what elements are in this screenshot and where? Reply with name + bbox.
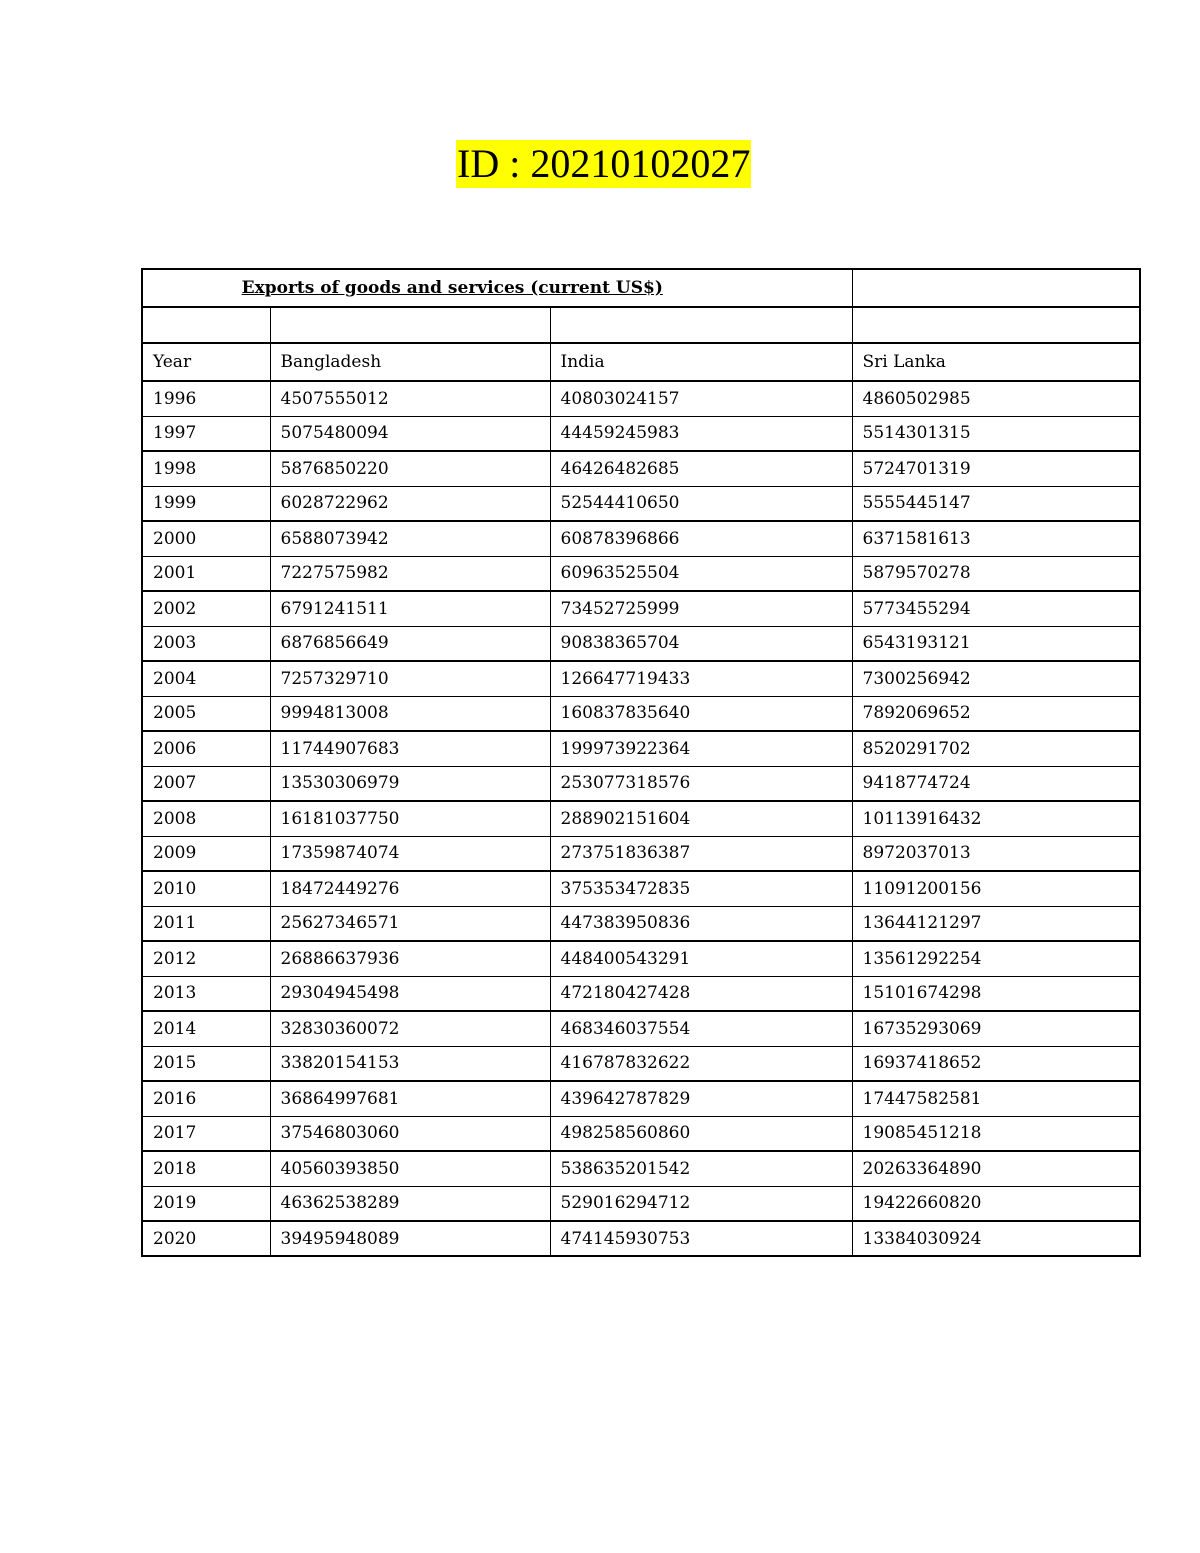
year-cell: 2003: [142, 626, 270, 661]
bangladesh-cell: 7227575982: [270, 556, 550, 591]
table-title-row: [142, 269, 1140, 307]
india-cell: 199973922364: [550, 731, 852, 766]
india-cell: 375353472835: [550, 871, 852, 906]
india-cell: 288902151604: [550, 801, 852, 836]
sri-lanka-cell: 4860502985: [852, 381, 1140, 416]
india-cell: 73452725999: [550, 591, 852, 626]
bangladesh-cell: 7257329710: [270, 661, 550, 696]
india-cell: 90838365704: [550, 626, 852, 661]
bangladesh-cell: 4507555012: [270, 381, 550, 416]
column-header-bangladesh: Bangladesh: [270, 343, 550, 381]
sri-lanka-cell: 13561292254: [852, 941, 1140, 976]
table-row: [142, 1046, 1140, 1081]
bangladesh-cell: 29304945498: [270, 976, 550, 1011]
year-cell: 1997: [142, 416, 270, 451]
table-row: [142, 1151, 1140, 1186]
sri-lanka-cell: 7892069652: [852, 696, 1140, 731]
bangladesh-cell: 40560393850: [270, 1151, 550, 1186]
bangladesh-cell: 17359874074: [270, 836, 550, 871]
bangladesh-cell: 6028722962: [270, 486, 550, 521]
year-cell: 2013: [142, 976, 270, 1011]
year-cell: 2014: [142, 1011, 270, 1046]
year-cell: 2006: [142, 731, 270, 766]
sri-lanka-cell: 15101674298: [852, 976, 1140, 1011]
india-cell: 472180427428: [550, 976, 852, 1011]
sri-lanka-cell: 13644121297: [852, 906, 1140, 941]
table-row: [142, 381, 1140, 416]
table-row: [142, 976, 1140, 1011]
year-cell: 1999: [142, 486, 270, 521]
year-cell: 2020: [142, 1221, 270, 1256]
table-row: [142, 556, 1140, 591]
empty-cell: [550, 307, 852, 343]
sri-lanka-cell: 5514301315: [852, 416, 1140, 451]
sri-lanka-cell: 16735293069: [852, 1011, 1140, 1046]
bangladesh-cell: 16181037750: [270, 801, 550, 836]
india-cell: 529016294712: [550, 1186, 852, 1221]
sri-lanka-cell: 6543193121: [852, 626, 1140, 661]
sri-lanka-cell: 11091200156: [852, 871, 1140, 906]
india-cell: 448400543291: [550, 941, 852, 976]
table-row: [142, 1186, 1140, 1221]
year-cell: 2019: [142, 1186, 270, 1221]
empty-cell: [852, 269, 1140, 307]
sri-lanka-cell: 17447582581: [852, 1081, 1140, 1116]
year-cell: 2001: [142, 556, 270, 591]
bangladesh-cell: 36864997681: [270, 1081, 550, 1116]
sri-lanka-cell: 7300256942: [852, 661, 1140, 696]
table-row: [142, 451, 1140, 486]
year-cell: 2004: [142, 661, 270, 696]
india-cell: 468346037554: [550, 1011, 852, 1046]
year-cell: 2008: [142, 801, 270, 836]
bangladesh-cell: 11744907683: [270, 731, 550, 766]
year-cell: 2000: [142, 521, 270, 556]
bangladesh-cell: 37546803060: [270, 1116, 550, 1151]
india-cell: 273751836387: [550, 836, 852, 871]
table-row: [142, 871, 1140, 906]
empty-cell: [852, 307, 1140, 343]
table-row: [142, 766, 1140, 801]
empty-cell: [142, 307, 270, 343]
india-cell: 60878396866: [550, 521, 852, 556]
bangladesh-cell: 6791241511: [270, 591, 550, 626]
india-cell: 253077318576: [550, 766, 852, 801]
bangladesh-cell: 26886637936: [270, 941, 550, 976]
india-cell: 538635201542: [550, 1151, 852, 1186]
india-cell: 160837835640: [550, 696, 852, 731]
india-cell: 474145930753: [550, 1221, 852, 1256]
bangladesh-cell: 33820154153: [270, 1046, 550, 1081]
india-cell: 60963525504: [550, 556, 852, 591]
sri-lanka-cell: 13384030924: [852, 1221, 1140, 1256]
year-cell: 2002: [142, 591, 270, 626]
sri-lanka-cell: 20263364890: [852, 1151, 1140, 1186]
bangladesh-cell: 46362538289: [270, 1186, 550, 1221]
column-header-row: [142, 343, 1140, 381]
column-header-india: India: [550, 343, 852, 381]
bangladesh-cell: 32830360072: [270, 1011, 550, 1046]
sri-lanka-cell: 5879570278: [852, 556, 1140, 591]
bangladesh-cell: 5075480094: [270, 416, 550, 451]
year-cell: 2010: [142, 871, 270, 906]
table-row: [142, 661, 1140, 696]
empty-cell: [270, 307, 550, 343]
year-cell: 2017: [142, 1116, 270, 1151]
year-cell: 2009: [142, 836, 270, 871]
sri-lanka-cell: 5773455294: [852, 591, 1140, 626]
table-title: Exports of goods and services (current US$): [142, 269, 852, 307]
sri-lanka-cell: 10113916432: [852, 801, 1140, 836]
column-header-year: Year: [142, 343, 270, 381]
bangladesh-cell: 6876856649: [270, 626, 550, 661]
bangladesh-cell: 13530306979: [270, 766, 550, 801]
year-cell: 2005: [142, 696, 270, 731]
bangladesh-cell: 6588073942: [270, 521, 550, 556]
sri-lanka-cell: 19422660820: [852, 1186, 1140, 1221]
india-cell: 44459245983: [550, 416, 852, 451]
india-cell: 40803024157: [550, 381, 852, 416]
sri-lanka-cell: 9418774724: [852, 766, 1140, 801]
sri-lanka-cell: 5555445147: [852, 486, 1140, 521]
year-cell: 2012: [142, 941, 270, 976]
empty-row: [142, 307, 1140, 343]
table-row: [142, 591, 1140, 626]
sri-lanka-cell: 19085451218: [852, 1116, 1140, 1151]
table-row: [142, 1081, 1140, 1116]
table-row: [142, 836, 1140, 871]
table-row: [142, 801, 1140, 836]
india-cell: 46426482685: [550, 451, 852, 486]
table-row: [142, 521, 1140, 556]
sri-lanka-cell: 8972037013: [852, 836, 1140, 871]
bangladesh-cell: 25627346571: [270, 906, 550, 941]
table-row: [142, 1011, 1140, 1046]
bangladesh-cell: 9994813008: [270, 696, 550, 731]
india-cell: 126647719433: [550, 661, 852, 696]
student-id-label: ID : 20210102027: [457, 141, 751, 186]
india-cell: 439642787829: [550, 1081, 852, 1116]
year-cell: 2011: [142, 906, 270, 941]
sri-lanka-cell: 5724701319: [852, 451, 1140, 486]
year-cell: 2016: [142, 1081, 270, 1116]
table-row: [142, 906, 1140, 941]
india-cell: 52544410650: [550, 486, 852, 521]
year-cell: 2018: [142, 1151, 270, 1186]
table-row: [142, 941, 1140, 976]
sri-lanka-cell: 8520291702: [852, 731, 1140, 766]
india-cell: 447383950836: [550, 906, 852, 941]
year-cell: 1998: [142, 451, 270, 486]
year-cell: 2007: [142, 766, 270, 801]
table-row: [142, 696, 1140, 731]
column-header-sri-lanka: Sri Lanka: [852, 343, 1140, 381]
sri-lanka-cell: 16937418652: [852, 1046, 1140, 1081]
year-cell: 1996: [142, 381, 270, 416]
table-row: [142, 731, 1140, 766]
bangladesh-cell: 39495948089: [270, 1221, 550, 1256]
sri-lanka-cell: 6371581613: [852, 521, 1140, 556]
bangladesh-cell: 18472449276: [270, 871, 550, 906]
table-row: [142, 1221, 1140, 1256]
table-row: [142, 1116, 1140, 1151]
exports-table: [141, 268, 1141, 1257]
bangladesh-cell: 5876850220: [270, 451, 550, 486]
year-cell: 2015: [142, 1046, 270, 1081]
india-cell: 498258560860: [550, 1116, 852, 1151]
india-cell: 416787832622: [550, 1046, 852, 1081]
table-row: [142, 486, 1140, 521]
table-row: [142, 416, 1140, 451]
table-row: [142, 626, 1140, 661]
